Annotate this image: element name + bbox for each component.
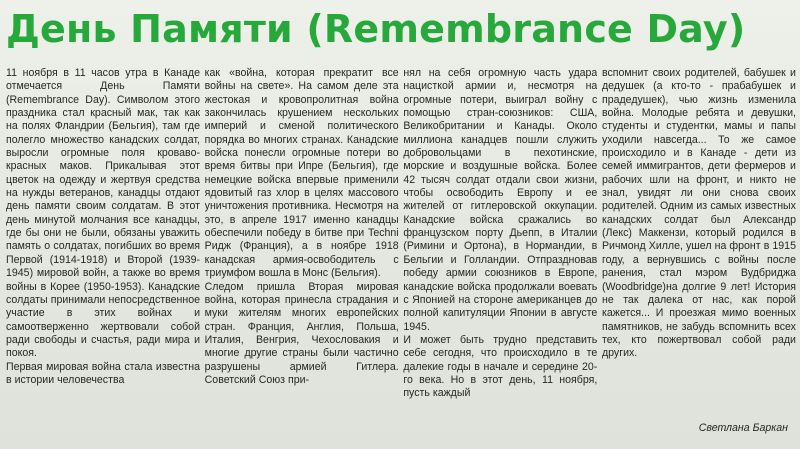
paragraph: Следом пришла Вторая мировая война, которая принесла страдания и муки жителям многих европейских стран. Франция, Англия, Польша, Италия, Венгрия, Чехословакия и многие другие страны были частично разрушены армией Гитлера. Советский Союз при- [204, 280, 399, 386]
article-body [6, 67, 796, 431]
paragraph: Первая мировая война стала известна в истории человечества [6, 360, 200, 386]
article-title: День Памяти (Remembrance Day) [6, 7, 746, 51]
article-column-4 [602, 67, 796, 431]
paragraph: как «война, которая прекратит все войны на свете». На самом деле эта жестокая и кровопролитная война закончилась крушением нескольких империй и сменой политического порядка во многих странах. Канадские войска понесли огромные потери во время битвы при Ипре (Бельгия), где немецкие войска впервые применили ядовитый газ хлор в целях массового уничтожения противника. Несмотря на это, в апреле 1917 именно канадцы обеспечили победу в битве при Techni Ридж (Франция), а в ноябре 1918 канадская армия-освободитель с триумфом вошла в Монс (Бельгия). [204, 67, 399, 280]
paragraph: 11 ноября в 11 часов утра в Канаде отмечается День Памяти (Remembrance Day). Символом этого праздника стал красный мак, так как на полях Фландрии (Бельгия), там где полегло множество канадских солдат, выросли огромные поля кроваво-красных маков. Прикалывая этот цветок на одежду и жертвуя средства на нужды ветеранов, канадцы отдают день памяти своим солдатам. В этот день минутой молчания все канадцы, где бы они не были, обязаны уважить память о солдатах, погибших во время Первой (1914-1918) и Второй (1939-1945) мировой войн, а также во время войны в Корее (1950-1953). Канадские солдаты принимали непосредственное участие в этих войнах и самоотверженно жертвовали собой ради свободы и счастья, ради мира и покоя. [6, 67, 200, 360]
article-column-3 [403, 67, 597, 431]
article-column-1 [6, 67, 200, 431]
author-signature: Светлана Баркан [698, 422, 788, 434]
article-column-2 [205, 67, 399, 431]
paragraph: И может быть трудно представить себе сегодня, что происходило в те далекие годы в начале и середине 20-го века. Но в этот день, 11 ноября, пусть каждый [403, 333, 598, 400]
paragraph: нял на себя огромную часть удара нацисткой армии и, несмотря на огромные потери, выиграл войну с помощью стран-союзников: США, Великобритании и Канады. Около миллиона канадцев пошли служить добровольцами в пехотинские, морские и воздушные войска. Более 42 тысяч солдат отдали свои жизни, чтобы освободить Европу и ее жителей от гитлеровской оккупации. Канадские войска сражались во французском порту Дьепп, в Италии (Римини и Ортона), в Нормандии, в Бельгии и Голландии. Отпраздновав победу армии союзников в Европе, канадские войска продолжали воевать с Японией на стороне американцев до полной капитуляции Японии в августе 1945. [403, 67, 598, 333]
paragraph: вспомнит своих родителей, бабушек и дедушек (а кто-то - прабабушек и прадедушек), чью жизнь изменила война. Молодые ребята и девушки, студенты и студентки, мамы и папы уходили навсегда... То же самое происходило и в Канаде - дети из семей иммигрантов, дети фермеров и рабочих шли на фронт, и никто не знал, увидят ли они снова своих родителей. Одним из самых известных канадских солдат был Александр (Лекс) Маккензи, который родился в Ричмонд Хилле, ушел на фронт в 1915 году, а вернувшись с войны после ранения, стал мэром Вудбриджа (Woodbridge)на долгие 9 лет! История не так далека от нас, как порой кажется... И проезжая мимо военных памятников, не забудь вспомнить всех тех, кто пожертвовал собой ради других. [601, 67, 796, 360]
